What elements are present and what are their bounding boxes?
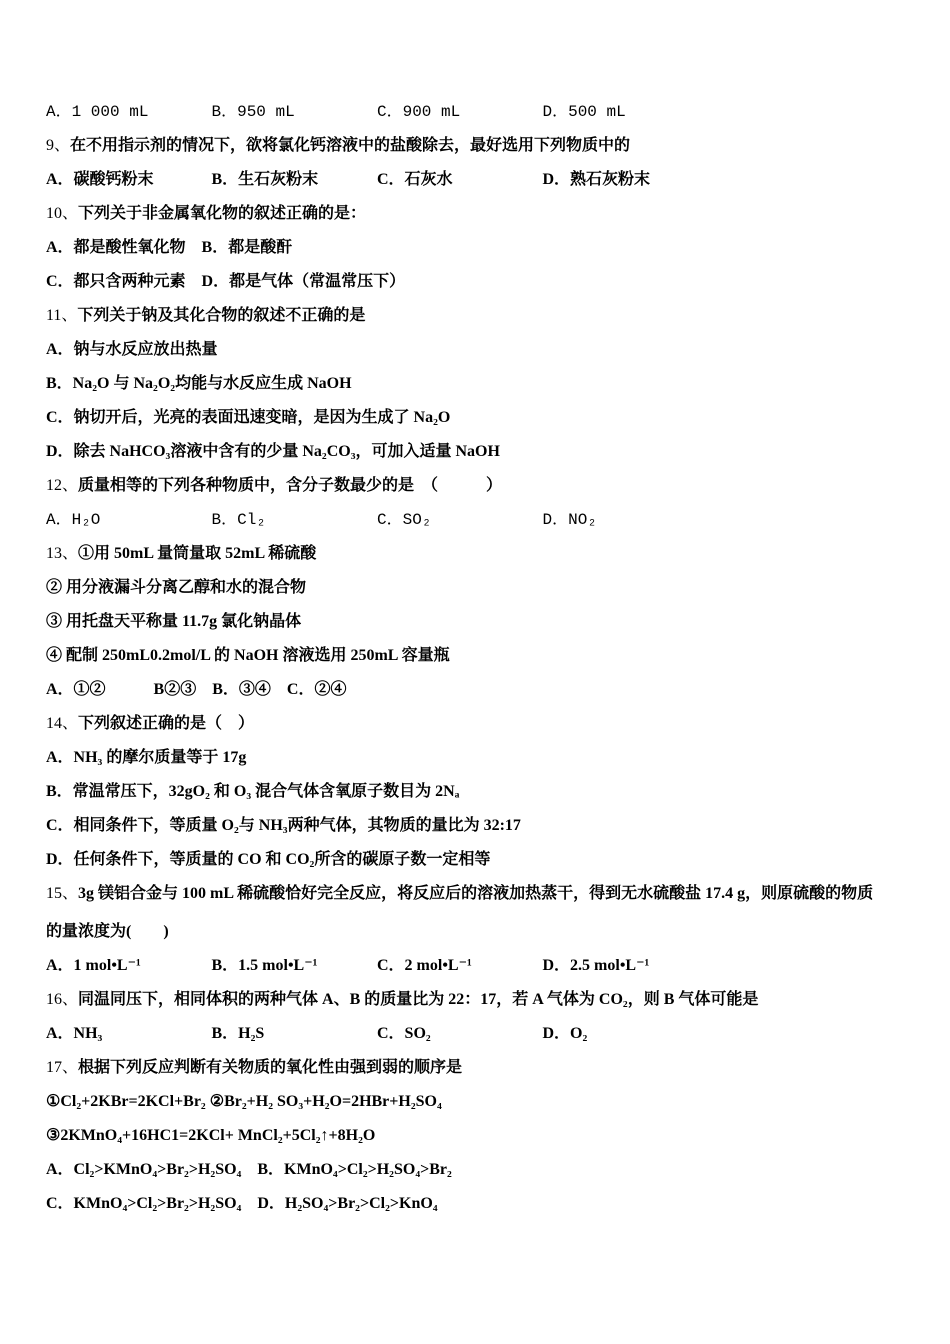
option: B．Cl₂ (211, 511, 266, 529)
option: A．Cl₂>KMnO₄>Br₂>H₂SO₄ B．KMnO₄>Cl₂>H₂SO₄>Br₂ (46, 1161, 452, 1178)
question-number: 10、 (46, 205, 79, 222)
option: B．950 mL (211, 103, 295, 121)
option: D．2.5 mol•L⁻¹ (542, 957, 650, 974)
q14-stem (46, 711, 916, 745)
option: C．相同条件下，等质量 O₂与 NH₃两种气体，其物质的量比为 32:17 (46, 817, 521, 834)
exam-page (46, 99, 916, 1225)
question-number: 13、 (46, 545, 79, 562)
option: A．碳酸钙粉末 (46, 171, 154, 188)
option: A．1 mol•L⁻¹ (46, 957, 141, 974)
option: C．都只含两种元素 D．都是气体（常温常压下） (46, 273, 406, 290)
question-text: 下列叙述正确的是（ ） (78, 715, 255, 732)
option: D．NO₂ (542, 511, 597, 529)
option: B．1.5 mol•L⁻¹ (211, 957, 318, 974)
q15-stem-continued: 的量浓度为( ) (46, 923, 169, 940)
option: B．常温常压下，32gO₂ 和 O₃ 混合气体含氧原子数目为 2Nₐ (46, 783, 460, 800)
option: C．SO₂ (377, 511, 432, 529)
question-text: 下列关于非金属氧化物的叙述正确的是： (78, 205, 367, 222)
question-number: 17、 (46, 1059, 79, 1076)
question-text: 3g 镁铝合金与 100 mL 稀硫酸恰好完全反应，将反应后的溶液加热蒸干，得到无水硫酸盐 17.4 g，则原硫酸的物质 (78, 885, 874, 902)
question-text: 同温同压下，相同体积的两种气体 A、B 的质量比为 22：17，若 A 气体为 CO₂，则 B 气体可能是 (78, 991, 759, 1008)
question-number: 15、 (46, 885, 79, 902)
option: A．1 000 mL (46, 103, 149, 121)
statement: ② 用分液漏斗分离乙醇和水的混合物 (46, 579, 307, 596)
option: A．钠与水反应放出热量 (46, 341, 218, 358)
q8-options (46, 99, 916, 133)
option: C．2 mol•L⁻¹ (377, 957, 472, 974)
q16-stem (46, 987, 916, 1021)
option: C．KMnO₄>Cl₂>Br₂>H₂SO₄ D．H₂SO₄>Br₂>Cl₂>KnO₄ (46, 1195, 438, 1212)
q13-options: A．①② B②③ B．③④ C．②④ (46, 681, 347, 698)
option: A．NH₃ 的摩尔质量等于 17g (46, 749, 247, 766)
question-number: 9、 (46, 137, 71, 154)
statement: ④ 配制 250mL0.2mol/L 的 NaOH 溶液选用 250mL 容量瓶 (46, 647, 450, 664)
question-number: 14、 (46, 715, 79, 732)
q13-stem (46, 541, 916, 575)
question-number: 12、 (46, 477, 79, 494)
option: A．都是酸性氧化物 B．都是酸酐 (46, 239, 293, 256)
q12-stem (46, 473, 916, 507)
q15-options (46, 953, 916, 987)
question-text: 在不用指示剂的情况下，欲将氯化钙溶液中的盐酸除去，最好选用下列物质中的 (70, 137, 631, 154)
question-number: 11、 (46, 307, 78, 324)
reaction: ③2KMnO₄+16HC1=2KCl+ MnCl₂+5Cl₂↑+8H₂O (46, 1127, 376, 1144)
question-text: 下列关于钠及其化合物的叙述不正确的是 (77, 307, 366, 324)
option: D．除去 NaHCO₃溶液中含有的少量 Na₂CO₃，可加入适量 NaOH (46, 443, 500, 460)
option: C．900 mL (377, 103, 461, 121)
statement: ③ 用托盘天平称量 11.7g 氯化钠晶体 (46, 613, 302, 630)
question-text: ①用 50mL 量筒量取 52mL 稀硫酸 (78, 545, 317, 562)
option: A．NH₃ (46, 1025, 103, 1042)
q10-stem (46, 201, 916, 235)
option: C．SO₂ (377, 1025, 431, 1042)
option: B．H₂S (211, 1025, 265, 1042)
option: D．500 mL (542, 103, 626, 121)
question-number: 16、 (46, 991, 79, 1008)
option: B．Na₂O 与 Na₂O₂均能与水反应生成 NaOH (46, 375, 352, 392)
option: D．O₂ (542, 1025, 588, 1042)
q16-options (46, 1021, 916, 1055)
option: D．熟石灰粉末 (542, 171, 651, 188)
question-text: 根据下列反应判断有关物质的氧化性由强到弱的顺序是 (78, 1059, 463, 1076)
q15-stem (46, 881, 916, 919)
q12-options (46, 507, 916, 541)
q17-stem (46, 1055, 916, 1089)
option: A．H₂O (46, 511, 101, 529)
reaction: ①Cl₂+2KBr=2KCl+Br₂ ②Br₂+H₂ SO₃+H₂O=2HBr+H₂SO₄ (46, 1093, 442, 1110)
option: C．石灰水 (377, 171, 453, 188)
q9-stem (46, 133, 916, 167)
q11-stem (46, 303, 916, 337)
q9-options (46, 167, 916, 201)
option: C．钠切开后，光亮的表面迅速变暗，是因为生成了 Na₂O (46, 409, 451, 426)
question-text: 质量相等的下列各种物质中，含分子数最少的是 （ ） (78, 477, 503, 494)
option: D．任何条件下，等质量的 CO 和 CO₂所含的碳原子数一定相等 (46, 851, 491, 868)
option: B．生石灰粉末 (211, 171, 319, 188)
